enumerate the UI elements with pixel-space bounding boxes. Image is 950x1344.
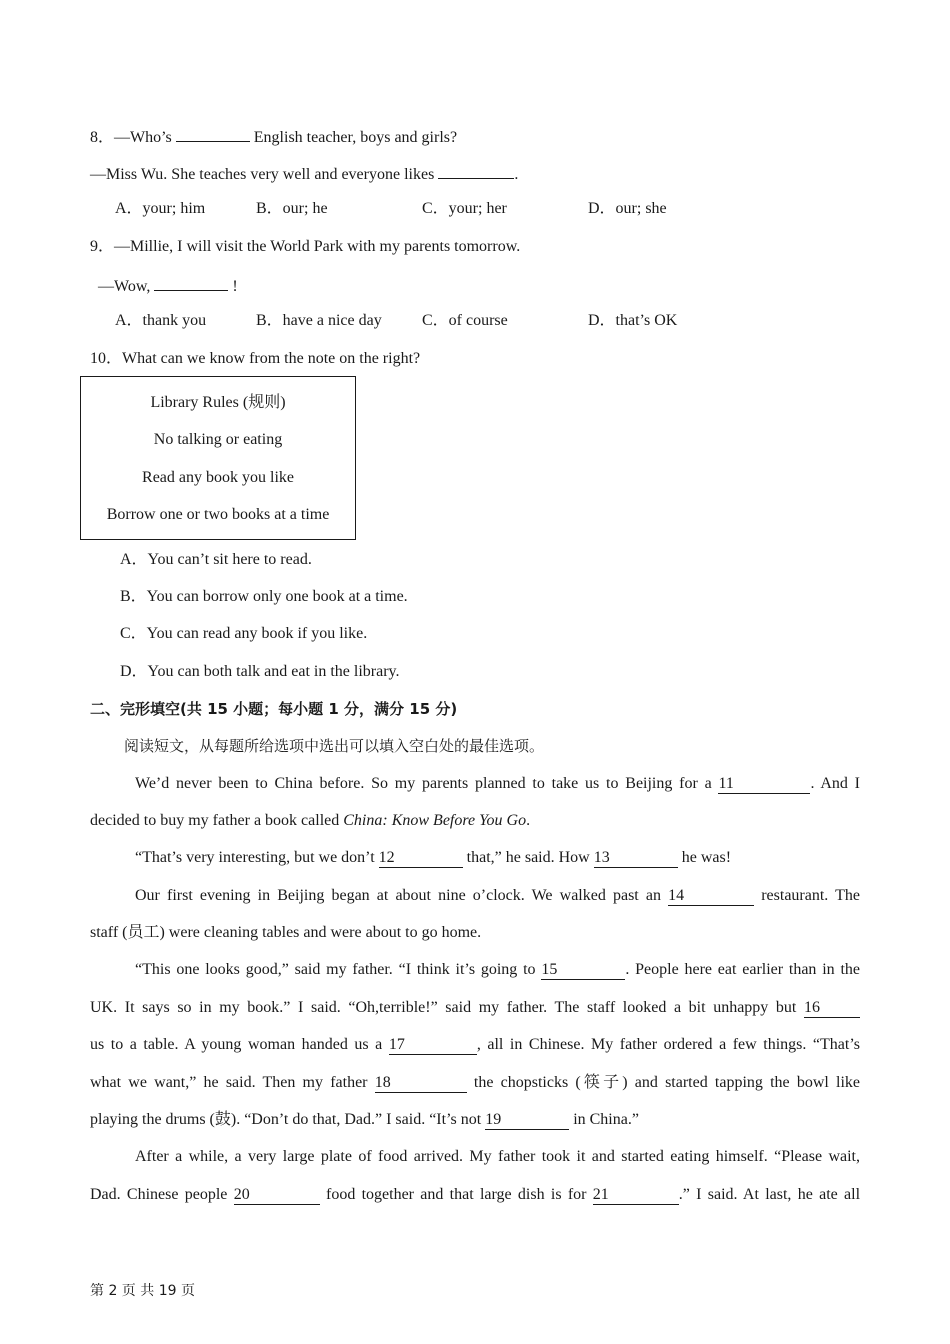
- q8-option-d: D．our; she: [588, 200, 667, 217]
- passage-text: what we want,” he said. Then my father: [90, 1074, 368, 1091]
- q9-option-d: D．that’s OK: [588, 312, 678, 329]
- passage-text: , all in Chinese. My father ordered a few things. “That’s: [476, 1036, 861, 1053]
- blank-17: 17: [389, 1036, 477, 1055]
- q9-line1: 9．—Millie, I will visit the World Park with my parents tomorrow.: [90, 238, 521, 255]
- passage-text: playing the drums (鼓). “Don’t do that, Dad.” I said. “It’s not: [90, 1111, 482, 1128]
- passage-text: We’d never been to China before. So my parents planned to take us to Beijing for a: [135, 775, 712, 792]
- q10-option-d: D．You can both talk and eat in the library.: [120, 663, 400, 680]
- q8-option-a: A．your; him: [115, 200, 206, 217]
- passage-text: . And I: [810, 775, 861, 792]
- passage-text: he was!: [681, 849, 732, 866]
- blank-21: 21: [593, 1186, 679, 1205]
- q8-option-c: C．your; her: [422, 200, 507, 217]
- q9-option-b: B．have a nice day: [256, 312, 382, 329]
- note-rule-1: No talking or eating: [153, 431, 283, 448]
- blank-15: 15: [541, 961, 625, 980]
- passage-line-1: [135, 774, 860, 794]
- blank-13: 13: [594, 849, 678, 868]
- passage-line-11: After a while, a very large plate of food arrived. My father took it and started eating himself. “Please wait,: [135, 1148, 860, 1165]
- passage-text: in China.”: [573, 1111, 639, 1128]
- passage-line-9: [90, 1073, 860, 1093]
- passage-text: decided to buy my father a book called: [90, 812, 340, 829]
- q8-line1: [90, 125, 457, 148]
- passage-line-6: [135, 960, 860, 980]
- note-rule-3: Borrow one or two books at a time: [106, 506, 330, 523]
- passage-text: “This one looks good,” said my father. “I think it’s going to: [135, 961, 536, 978]
- passage-line-2: [90, 811, 860, 831]
- passage-line-12: [90, 1185, 860, 1205]
- blank-14: 14: [668, 887, 754, 906]
- passage-line-8: [90, 1035, 860, 1055]
- q8-line2: [90, 162, 518, 185]
- passage-text: the chopsticks (筷子) and started tapping the bowl like: [473, 1074, 861, 1091]
- passage-line-7: [90, 998, 860, 1018]
- section-heading: 二、完形填空(共 15 小题；每小题 1 分，满分 15 分): [90, 700, 458, 718]
- passage-text: us to a table. A young woman handed us a: [90, 1036, 383, 1053]
- section-instruction: 阅读短文，从每题所给选项中选出可以填入空白处的最佳选项。: [124, 737, 545, 755]
- answer-blank: [154, 274, 228, 291]
- q9-option-c: C．of course: [422, 312, 508, 329]
- passage-text: .” I said. At last, he ate all: [678, 1186, 861, 1203]
- q10-option-c: C．You can read any book if you like.: [120, 625, 368, 642]
- passage-text: food together and that large dish is for: [325, 1186, 587, 1203]
- q10-question: 10．What can we know from the note on the right?: [90, 350, 421, 367]
- passage-text: that,” he said. How: [466, 849, 590, 866]
- blank-19: 19: [485, 1111, 569, 1130]
- q9-option-a: A．thank you: [115, 312, 207, 329]
- passage-text: restaurant. The: [761, 887, 861, 904]
- passage-line-10: [90, 1110, 860, 1130]
- blank-12: 12: [379, 849, 463, 868]
- passage-text: . People here eat earlier than in the: [625, 961, 860, 978]
- passage-line-4: [135, 886, 860, 906]
- passage-text: UK. It says so in my book.” I said. “Oh,terrible!” said my father. The staff looked a bit unhappy but: [90, 999, 797, 1016]
- q10-option-a: A．You can’t sit here to read.: [120, 551, 312, 568]
- blank-11: 11: [718, 775, 810, 794]
- q8-text-a: 8．—Who’s: [90, 129, 172, 146]
- passage-text: .: [526, 812, 531, 829]
- passage-line-3: [135, 848, 860, 868]
- q10-option-b: B．You can borrow only one book at a time.: [120, 588, 408, 605]
- q8-text-b: English teacher, boys and girls?: [253, 129, 458, 146]
- q9-line2: [98, 274, 238, 297]
- library-rules-note: [80, 376, 356, 540]
- passage-text: Dad. Chinese people: [90, 1186, 228, 1203]
- note-rule-2: Read any book you like: [142, 469, 294, 486]
- page-footer: 第 2 页 共 19 页: [90, 1283, 195, 1299]
- passage-text: Our first evening in Beijing began at about nine o’clock. We walked past an: [135, 887, 661, 904]
- passage-text: “That’s very interesting, but we don’t: [135, 849, 375, 866]
- blank-20: 20: [234, 1186, 320, 1205]
- book-title: China: Know Before You Go: [343, 812, 527, 829]
- blank-18: 18: [375, 1074, 467, 1093]
- q8-option-b: B．our; he: [256, 200, 328, 217]
- passage-line-5: staff (员工) were cleaning tables and were about to go home.: [90, 924, 482, 941]
- q8-text-d: .: [514, 166, 519, 183]
- blank-16: 16: [804, 999, 860, 1018]
- note-title: Library Rules (规则): [150, 394, 286, 411]
- q9-text-a: —Wow,: [98, 278, 151, 295]
- q8-text-c: —Miss Wu. She teaches very well and everyone likes: [90, 166, 435, 183]
- q9-text-b: !: [232, 278, 238, 295]
- answer-blank: [438, 162, 514, 179]
- answer-blank: [176, 125, 250, 142]
